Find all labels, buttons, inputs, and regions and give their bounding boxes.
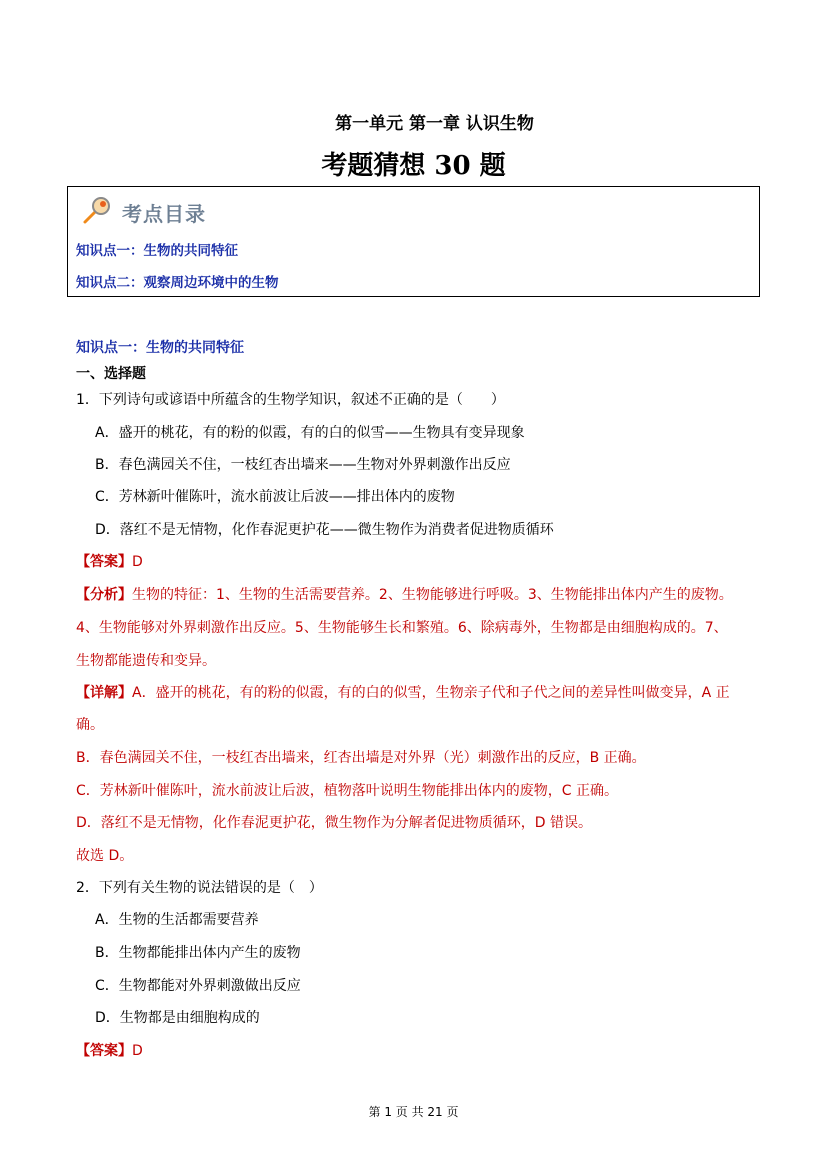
q1-detail-line-1 [76, 683, 730, 703]
analysis-tag: 【分析】 [76, 587, 132, 603]
q1-option-b: B．春色满园关不住，一枝红杏出墙来——生物对外界刺激作出反应 [95, 457, 511, 473]
q2-option-a: A．生物的生活都需要营养 [95, 912, 259, 928]
detail-text: A．盛开的桃花，有的粉的似霞，有的白的似雪，生物亲子代和子代之间的差异性叫做变异，A 正 [132, 685, 730, 701]
q1-detail-line-5: D．落红不是无情物，化作春泥更护花，微生物作为分解者促进物质循环，D 错误。 [76, 815, 593, 831]
answer-tag: 【答案】 [76, 1043, 132, 1059]
q1-detail-line-3: B．春色满园关不住，一枝红杏出墙来，红杏出墙是对外界（光）刺激作出的反应，B 正确。 [76, 750, 646, 766]
toc-header [80, 195, 206, 229]
analysis-text: 生物的特征：1、生物的生活需要营养。2、生物能够进行呼吸。3、生物能排出体内产生的废物。 [132, 587, 733, 603]
q1-analysis-line-3: 生物都能遗传和变异。 [76, 653, 216, 669]
q2-option-d: D．生物都是由细胞构成的 [95, 1010, 260, 1026]
q1-answer [76, 552, 143, 572]
q1-detail-line-2: 确。 [76, 717, 104, 733]
magnifier-icon [80, 193, 114, 231]
q1-option-a: A．盛开的桃花，有的粉的似霞，有的白的似雪——生物具有变异现象 [95, 425, 525, 441]
q1-analysis-line-1 [76, 585, 733, 605]
q2-option-c: C．生物都能对外界刺激做出反应 [95, 978, 301, 994]
q1-option-c: C．芳林新叶催陈叶，流水前波让后波——排出体内的废物 [95, 489, 455, 505]
q2-answer [76, 1041, 143, 1061]
q2-option-b: B．生物都能排出体内产生的废物 [95, 945, 301, 961]
section-heading: 知识点一：生物的共同特征 [76, 340, 244, 356]
q1-option-d: D．落红不是无情物，化作春泥更护花——微生物作为消费者促进物质循环 [95, 522, 554, 538]
detail-tag: 【详解】 [76, 685, 132, 701]
page-footer: 第 1 页 共 21 页 [368, 1105, 459, 1119]
answer-value: D [132, 1043, 143, 1059]
page-title: 考题猜想 30 题 [321, 151, 506, 181]
q1-conclusion: 故选 D。 [76, 848, 134, 864]
toc-item-1[interactable]: 知识点一：生物的共同特征 [76, 243, 238, 259]
answer-tag: 【答案】 [76, 554, 132, 570]
q1-stem: 1．下列诗句或谚语中所蕴含的生物学知识，叙述不正确的是（ ） [76, 392, 505, 408]
q1-detail-line-4: C．芳林新叶催陈叶，流水前波让后波，植物落叶说明生物能排出体内的废物，C 正确。 [76, 783, 618, 799]
toc-item-2[interactable]: 知识点二：观察周边环境中的生物 [76, 275, 279, 291]
section-subheading: 一、选择题 [76, 366, 146, 382]
q2-stem: 2．下列有关生物的说法错误的是（ ） [76, 880, 323, 896]
q1-analysis-line-2: 4、生物能够对外界刺激作出反应。5、生物能够生长和繁殖。6、除病毒外，生物都是由细胞构成的。7、 [76, 620, 728, 636]
toc-title: 考点目录 [122, 201, 206, 226]
answer-value: D [132, 554, 143, 570]
toc-box [67, 186, 760, 297]
unit-title: 第一单元 第一章 认识生物 [335, 114, 534, 134]
